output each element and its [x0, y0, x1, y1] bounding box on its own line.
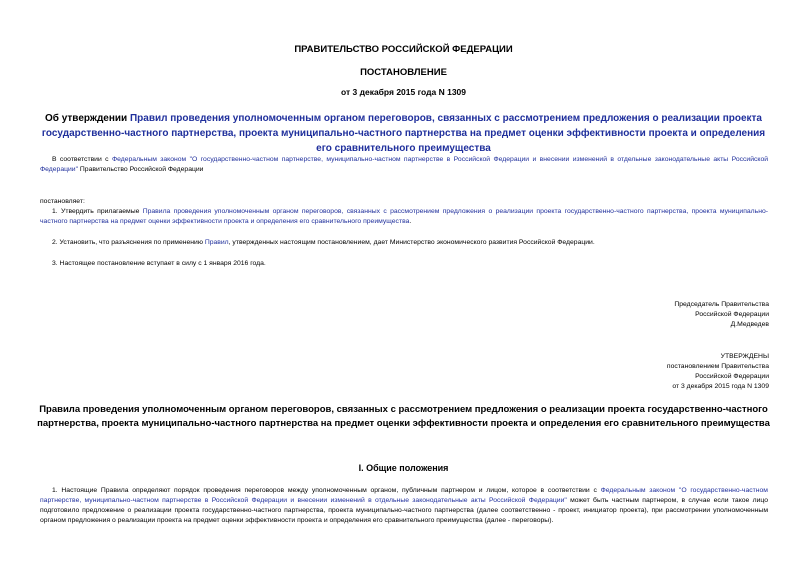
rules-title: Правила проведения уполномоченным органом переговоров, связанных с рассмотрением предложения о реализации проекта государственно-частного партнерства, проекта муниципально-частного партнерства на предмет оценки эффективности проекта и определения его сравнительного преимущества	[37, 404, 770, 429]
item-1-paragraph	[40, 207, 768, 227]
signature-name: Д.Медведев	[730, 321, 769, 328]
resolves-text: постановляет:	[40, 198, 85, 205]
federal-law-link[interactable]: Федеральным законом "О государственно-частном партнерстве, муниципально-частном партнерстве в Российской Федерации и внесении изменений в отдельные законодательные акты Российской Федерации"	[40, 156, 769, 173]
item-1-suffix: .	[409, 218, 412, 225]
rules-paragraph-1	[40, 486, 768, 526]
approval-line-2: Российской Федерации	[695, 373, 769, 380]
rules-p1-prefix: 1. Настоящие Правила определяют порядок проведения переговоров между уполномоченным органом, публичным партнером и лицом, которое в соответствии с	[52, 487, 601, 494]
basis-suffix: Правительство Российской Федерации	[78, 166, 204, 173]
rules-federal-law-link[interactable]: Федеральным законом "О государственно-частном партнерстве, муниципально-частном партнерстве в Российской Федерации и внесении изменений в отдельные законодательные акты Российской Федерации"	[40, 487, 768, 504]
item-2-paragraph	[40, 238, 768, 248]
item-1-rules-link[interactable]: Правила проведения уполномоченным органом переговоров, связанных с рассмотрением предложения о реализации проекта государственно-частного партнерства, проекта муниципально-частного партнерства на предмет оценки эффективности проекта и определения его сравнительного преимущества	[40, 208, 768, 225]
item-2-suffix: , утвержденных настоящим постановлением, дает Министерство экономического развития Российской Федерации.	[228, 239, 595, 246]
approval-line-1: постановлением Правительства	[666, 363, 769, 370]
item-2-prefix: 2. Установить, что разъяснения по применению	[52, 239, 205, 246]
rules-p1-suffix: может быть частным партнером, в случае если такое лицо подготовило предложение о реализации проекта государственно-частного партнерства, проекта муниципально-частного партнерства (далее соответственно - проект, инициатор проекта), при рассмотрении уполномоченным органом предложения о реализации проекта на предмет оценки эффективности проекта и определения его сравнительного преимущества (далее - переговоры).	[40, 497, 768, 524]
signature-block	[674, 300, 769, 330]
basis-paragraph	[40, 155, 768, 175]
item-2-rules-link[interactable]: Правил	[204, 239, 229, 246]
signature-country: Российской Федерации	[695, 311, 769, 318]
section-1-title: I. Общие положения	[358, 463, 449, 473]
basis-prefix: В соответствии с	[52, 156, 112, 163]
signature-position: Председатель Правительства	[674, 301, 769, 308]
item-1-prefix: 1. Утвердить прилагаемые	[52, 208, 143, 215]
government-heading: ПРАВИТЕЛЬСТВО РОССИЙСКОЙ ФЕДЕРАЦИИ	[294, 44, 513, 55]
document-type-heading: ПОСТАНОВЛЕНИЕ	[360, 67, 447, 78]
subject-prefix: Об утверждении	[44, 113, 130, 124]
approval-title: УТВЕРЖДЕНЫ	[720, 353, 769, 360]
decree-subject	[36, 111, 771, 156]
approval-block	[667, 352, 769, 392]
item-3-paragraph: 3. Настоящее постановление вступает в силу с 1 января 2016 года.	[52, 260, 266, 267]
date-number-heading: от 3 декабря 2015 года N 1309	[340, 87, 467, 97]
approval-line-3: от 3 декабря 2015 года N 1309	[672, 383, 769, 390]
subject-rules-link[interactable]: Правил проведения уполномоченным органом переговоров, связанных с рассмотрением предложения о реализации проекта государственно-частного партнерства, проекта муниципально-частного партнерства на предмет оценки эффективности проекта и определения его сравнительного преимущества	[41, 113, 766, 154]
